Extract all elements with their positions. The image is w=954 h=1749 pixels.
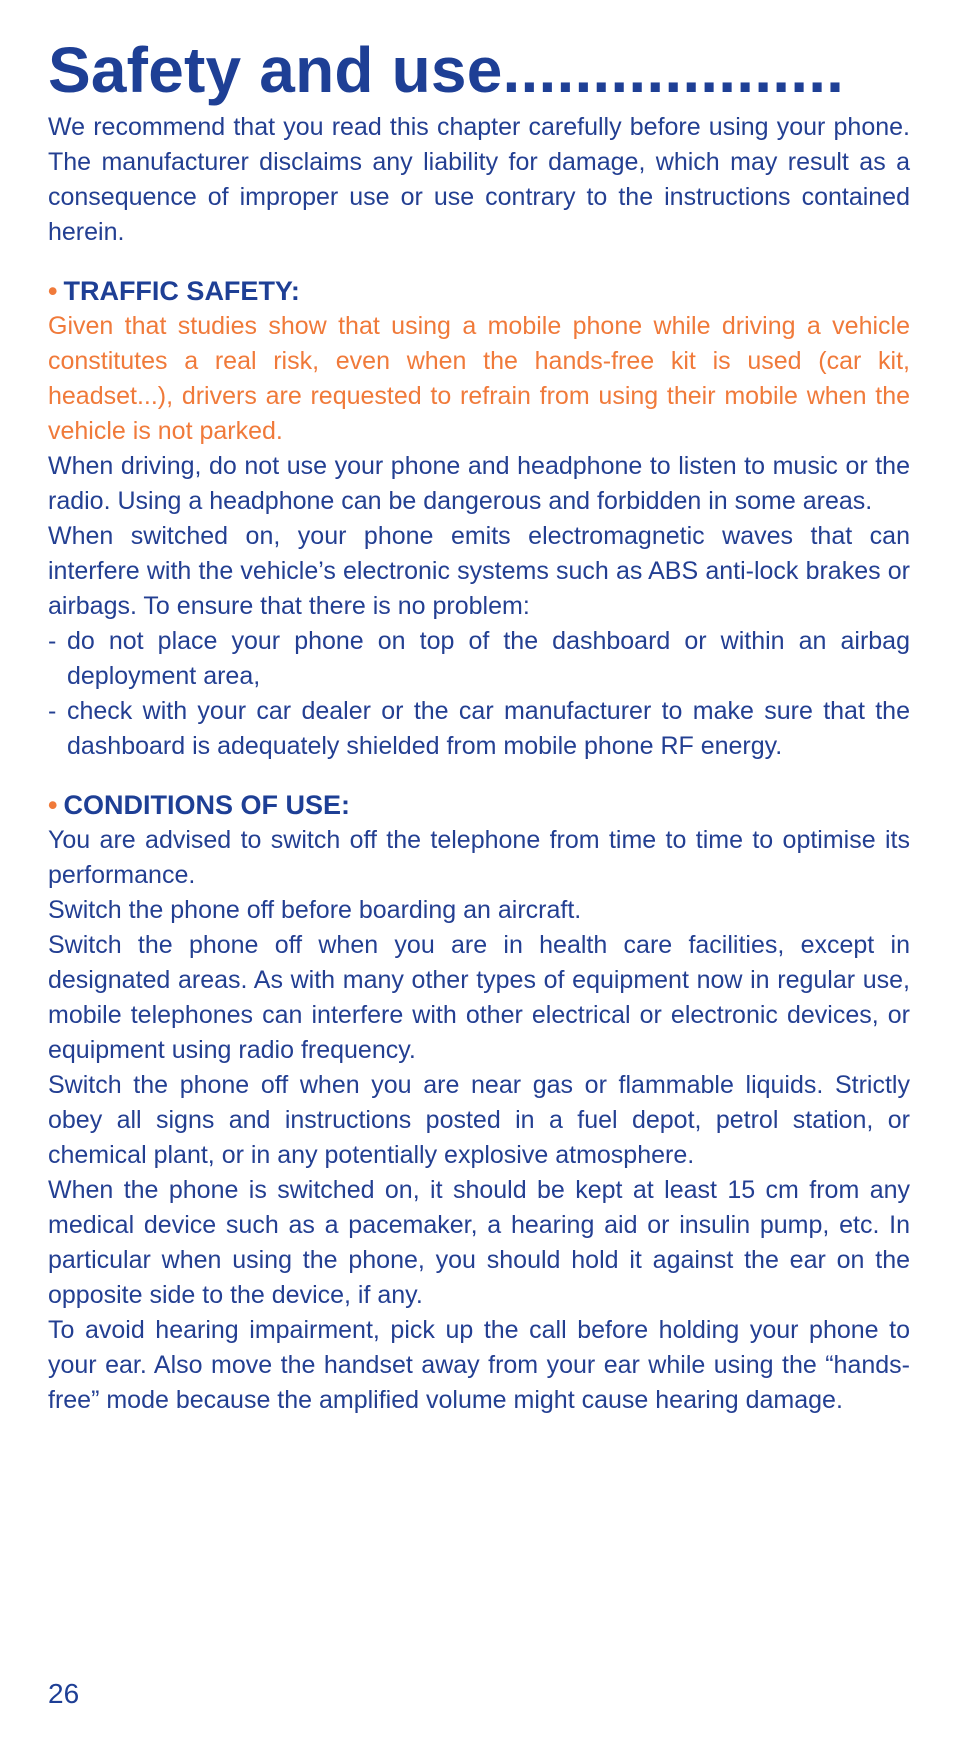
dash-marker: - xyxy=(48,697,57,725)
conditions-of-use-heading xyxy=(48,787,910,823)
dash-marker: - xyxy=(48,627,57,655)
traffic-safety-heading xyxy=(48,273,910,309)
conditions-of-use-heading-text: CONDITIONS OF USE: xyxy=(63,790,350,820)
bullet-icon: • xyxy=(48,276,58,306)
traffic-paragraph-electromagnetic: When switched on, your phone emits electromagnetic waves that can interfere with the vehicle’s electronic systems such as ABS anti-lock brakes or airbags. To ensure that there is no problem: xyxy=(48,522,910,620)
traffic-safety-heading-text: TRAFFIC SAFETY: xyxy=(63,276,300,306)
conditions-paragraph-health-care: Switch the phone off when you are in health care facilities, except in designated areas. As with many other types of equipment now in regular use, mobile telephones can interfere with other electrical or electronic devices, or equipment using radio frequency. xyxy=(48,931,910,1064)
conditions-paragraph-aircraft: Switch the phone off before boarding an aircraft. xyxy=(48,896,582,924)
page-number: 26 xyxy=(48,1678,80,1709)
list-item-text: do not place your phone on top of the dashboard or within an airbag deployment area, xyxy=(67,627,910,690)
conditions-paragraph-medical-device: When the phone is switched on, it should be kept at least 15 cm from any medical device such as a pacemaker, a hearing aid or insulin pump, etc. In particular when using the phone, you should hold it against the ear on the opposite side to the device, if any. xyxy=(48,1176,910,1309)
traffic-dash-list xyxy=(48,624,910,764)
conditions-paragraph-switch-off: You are advised to switch off the telephone from time to time to optimise its performance. xyxy=(48,826,910,889)
list-item xyxy=(48,624,910,694)
traffic-warning-paragraph: Given that studies show that using a mobile phone while driving a vehicle constitutes a real risk, even when the hands-free kit is used (car kit, headset...), drivers are requested to refrain from using their mobile when the vehicle is not parked. xyxy=(48,312,910,445)
traffic-paragraph-driving: When driving, do not use your phone and headphone to listen to music or the radio. Using a headphone can be dangerous and forbidden in some areas. xyxy=(48,452,910,515)
page-title: Safety and use................... xyxy=(48,34,845,106)
list-item-text: check with your car dealer or the car manufacturer to make sure that the dashboard is adequately shielded from mobile phone RF energy. xyxy=(67,697,910,760)
conditions-paragraph-flammable: Switch the phone off when you are near gas or flammable liquids. Strictly obey all signs and instructions posted in a fuel depot, petrol station, or chemical plant, or in any potentially explosive atmosphere. xyxy=(48,1071,910,1169)
intro-paragraph: We recommend that you read this chapter carefully before using your phone. The manufacturer disclaims any liability for damage, which may result as a consequence of improper use or use contrary to the instructions contained herein. xyxy=(48,113,910,246)
conditions-paragraph-hearing: To avoid hearing impairment, pick up the call before holding your phone to your ear. Also move the handset away from your ear while using the “hands-free” mode because the amplified volume might cause hearing damage. xyxy=(48,1316,910,1414)
document-page xyxy=(48,30,910,1418)
bullet-icon: • xyxy=(48,790,58,820)
list-item xyxy=(48,694,910,764)
